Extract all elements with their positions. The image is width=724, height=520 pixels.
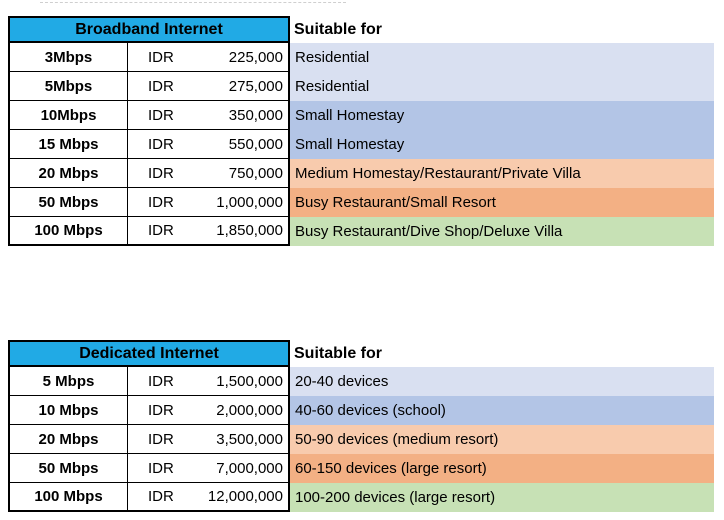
price-value: 750,000 — [228, 164, 283, 182]
dedicated-table-title: Dedicated Internet — [8, 340, 290, 367]
price-cell — [128, 130, 290, 159]
price-value: 3,500,000 — [216, 430, 283, 448]
price-cell — [128, 425, 290, 454]
price-cell — [128, 101, 290, 130]
speed-cell: 20 Mbps — [8, 425, 128, 454]
broadband-internet-table — [8, 16, 714, 246]
currency-label: IDR — [148, 372, 174, 390]
speed-cell: 50 Mbps — [8, 188, 128, 217]
currency-label: IDR — [148, 488, 174, 505]
price-value: 275,000 — [228, 77, 283, 95]
currency-label: IDR — [148, 459, 174, 477]
price-cell — [128, 72, 290, 101]
gridline-artifact — [40, 2, 346, 3]
suitable-for-header: Suitable for — [290, 16, 714, 43]
suitable-for-header: Suitable for — [290, 340, 714, 367]
speed-cell: 5 Mbps — [8, 367, 128, 396]
speed-cell: 20 Mbps — [8, 159, 128, 188]
suitable-cell: Small Homestay — [290, 130, 714, 159]
price-value: 1,850,000 — [216, 222, 283, 239]
suitable-cell: 50-90 devices (medium resort) — [290, 425, 714, 454]
currency-label: IDR — [148, 222, 174, 239]
price-cell — [128, 454, 290, 483]
price-value: 2,000,000 — [216, 401, 283, 419]
price-cell — [128, 188, 290, 217]
speed-cell: 3Mbps — [8, 43, 128, 72]
dedicated-internet-table — [8, 340, 714, 512]
suitable-cell: Busy Restaurant/Dive Shop/Deluxe Villa — [290, 217, 714, 246]
price-cell — [128, 367, 290, 396]
currency-label: IDR — [148, 135, 174, 153]
currency-label: IDR — [148, 164, 174, 182]
currency-label: IDR — [148, 430, 174, 448]
suitable-cell: 100-200 devices (large resort) — [290, 483, 714, 512]
price-cell — [128, 43, 290, 72]
price-value: 12,000,000 — [207, 488, 283, 505]
speed-cell: 10Mbps — [8, 101, 128, 130]
price-cell — [128, 396, 290, 425]
price-value: 1,500,000 — [216, 372, 283, 390]
price-cell — [128, 217, 290, 246]
speed-cell: 100 Mbps — [8, 217, 128, 246]
speed-cell: 15 Mbps — [8, 130, 128, 159]
speed-cell: 10 Mbps — [8, 396, 128, 425]
suitable-cell: 20-40 devices — [290, 367, 714, 396]
suitable-cell: Residential — [290, 72, 714, 101]
price-cell — [128, 483, 290, 512]
suitable-cell: Small Homestay — [290, 101, 714, 130]
price-value: 225,000 — [228, 48, 283, 66]
currency-label: IDR — [148, 77, 174, 95]
suitable-cell: 40-60 devices (school) — [290, 396, 714, 425]
currency-label: IDR — [148, 193, 174, 211]
suitable-cell: Residential — [290, 43, 714, 72]
price-value: 7,000,000 — [216, 459, 283, 477]
speed-cell: 50 Mbps — [8, 454, 128, 483]
currency-label: IDR — [148, 401, 174, 419]
currency-label: IDR — [148, 48, 174, 66]
speed-cell: 100 Mbps — [8, 483, 128, 512]
price-cell — [128, 159, 290, 188]
speed-cell: 5Mbps — [8, 72, 128, 101]
price-value: 350,000 — [228, 106, 283, 124]
currency-label: IDR — [148, 106, 174, 124]
suitable-cell: 60-150 devices (large resort) — [290, 454, 714, 483]
price-value: 1,000,000 — [216, 193, 283, 211]
price-value: 550,000 — [228, 135, 283, 153]
broadband-table-title: Broadband Internet — [8, 16, 290, 43]
suitable-cell: Busy Restaurant/Small Resort — [290, 188, 714, 217]
suitable-cell: Medium Homestay/Restaurant/Private Villa — [290, 159, 714, 188]
